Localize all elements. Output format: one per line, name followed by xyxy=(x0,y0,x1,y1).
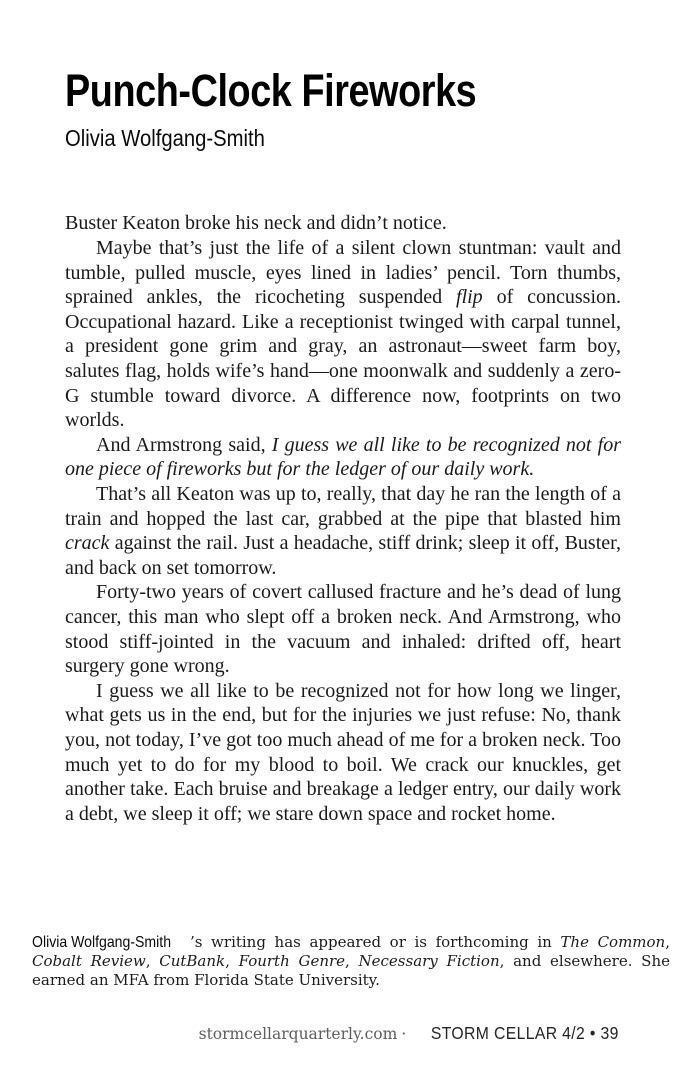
footer-issue-block xyxy=(431,1023,619,1044)
story xyxy=(0,211,700,826)
text-run: , xyxy=(345,952,359,970)
text-run: ’s writing has appeared or is forthcoming in xyxy=(189,933,561,951)
story-paragraph xyxy=(65,236,621,433)
text-run: That’s all Keaton was up to, really, that day he ran the length of a train and hopped the last car, grabbed at the pipe that blasted him xyxy=(65,482,621,530)
text-run: against the rail. Just a headache, stiff drink; sleep it off, Buster, and back on set tomorrow. xyxy=(65,532,621,579)
text-run: And Armstrong said, xyxy=(96,433,272,456)
italic-text-run: Necessary Fiction xyxy=(358,952,500,970)
text-run: of concussion. Occupational hazard. Like a receptionist twinged with carpal tunnel, a president gone grim and gray, an astronaut—sweet farm boy, salutes flag, holds wife’s hand—one moonwalk and suddenly a zero-G stumble toward divorce. A difference now, footprints on two worlds. xyxy=(65,286,622,432)
text-run: , xyxy=(665,933,670,951)
text-run: Maybe that’s just the life of a silent clown stuntman: vault and tumble, pulled muscle, eyes lined in ladies’ pencil. Torn thumbs, sprained ankles, the ricocheting suspended xyxy=(65,237,621,309)
article-header xyxy=(0,65,700,151)
text-run: , xyxy=(225,952,239,970)
bio-paragraph xyxy=(32,933,670,990)
story-paragraph xyxy=(65,482,621,580)
footer-separator-dot: · xyxy=(401,1025,407,1043)
footer-issue-label: STORM CELLAR 4/2 xyxy=(431,1023,586,1043)
italic-text-run: The Common xyxy=(560,933,666,951)
story-paragraph xyxy=(65,580,621,678)
article-title-text: Punch-Clock Fireworks xyxy=(65,65,477,116)
story-paragraph xyxy=(65,679,621,827)
italic-text-run: crack xyxy=(65,532,110,555)
text-run: I guess we all like to be recognized not for how long we linger, what gets us in the end, but for the injuries we just refuse: No, thank you, not today, I’ve got too much ahead of me for a broken neck. Too much yet to do for my blood to boil. We crack our knuckles, get another take. Each bruise and breakage a ledger entry, our daily work a debt, we sleep it off; we stare down space and rocket home. xyxy=(65,679,621,825)
text-run: Forty-two years of covert callused fracture and he’s dead of lung cancer, this man who slept off a broken neck. And Armstrong, who stood stiff-jointed in the vacuum and inhaled: drifted off, heart surgery gone wrong. xyxy=(65,581,621,678)
text-run: , xyxy=(145,952,160,970)
italic-text-run: CutBank xyxy=(159,952,226,970)
italic-text-run: Cobalt Review xyxy=(32,952,146,970)
story-paragraph xyxy=(65,211,621,236)
italic-text-run: flip xyxy=(456,286,483,309)
text-run: Buster Keaton broke his neck and didn’t notice. xyxy=(65,212,447,235)
italic-text-run: Fourth Genre xyxy=(238,952,346,970)
story-paragraph xyxy=(65,433,621,482)
bio-author-name: Olivia Wolfgang-Smith xyxy=(32,934,172,951)
footer-page-number: 39 xyxy=(600,1023,619,1043)
text-run: , and elsewhere. She earned an MFA from Florida State University. xyxy=(32,952,670,989)
article-author-text: Olivia Wolfgang-Smith xyxy=(65,125,265,151)
contributor-bio xyxy=(32,933,670,990)
footer-site-url: stormcellarquarterly.com xyxy=(198,1025,398,1043)
page-footer xyxy=(0,1023,619,1044)
article-author xyxy=(65,125,621,151)
footer-bullet: • xyxy=(590,1023,597,1043)
italic-text-run: I guess we all like to be recognized not for one piece of fireworks but for the ledger of our daily work. xyxy=(65,433,621,481)
article-title xyxy=(65,65,621,116)
